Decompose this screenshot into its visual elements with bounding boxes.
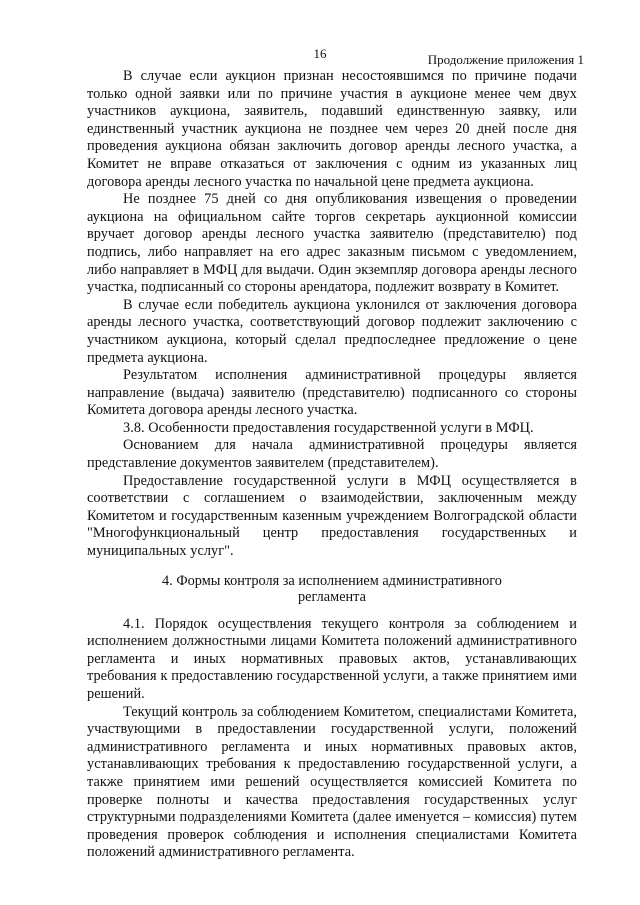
running-title: Продолжение приложения 1 bbox=[427, 52, 584, 67]
paragraph-winner-evaded: В случае если победитель аукциона уклонился от заключения договора аренды лесного участка, соответствующий договор подлежит заключению с участником аукциона, который сделал предпоследнее предложение о цене предмета аукциона. bbox=[87, 296, 577, 366]
paragraph-contract-delivery: Не позднее 75 дней со дня опубликования извещения о проведении аукциона на официальном сайте торгов секретарь аукционной комиссии вручает договор аренды лесного участка заявителю (представителю) под подпись, либо направляет на его адрес заказным письмом с уведомлением, либо направляет в МФЦ для выдачи. Один экземпляр договора аренды лесного участка, подписанный со стороны арендатора, подлежит возврату в Комитет. bbox=[87, 191, 577, 296]
paragraph-mfc-features-heading: 3.8. Особенности предоставления государственной услуги в МФЦ. bbox=[123, 419, 534, 436]
paragraph-mfc-agreement: Предоставление государственной услуги в МФЦ осуществляется в соответствии с соглашением о взаимодействии, заключенным между Комитетом и государственным казенным учреждением Волгоградской области "Многофункциональный центр предоставления государственных и муниципальных услуг". bbox=[87, 472, 577, 560]
paragraph-procedure-basis: Основанием для начала административной процедуры является представление документов заявителем (представителем). bbox=[87, 437, 577, 472]
body-text bbox=[87, 68, 577, 862]
section-heading-line-1: 4. Формы контроля за исполнением административного bbox=[162, 572, 502, 589]
section-heading bbox=[87, 573, 577, 605]
paragraph-current-control-order: 4.1. Порядок осуществления текущего контроля за соблюдением и исполнением должностными лицами Комитета положений административного регламента и иных нормативных правовых актов, устанавливающих требования к предоставлению государственной услуги, а также принятием ими решений. bbox=[87, 615, 577, 702]
paragraph-auction-failed: В случае если аукцион признан несостоявшимся по причине подачи только одной заявки или по причине участия в аукционе менее чем двух участников аукциона, заявитель, подавший единственную заявку, или единственный участник аукциона не позднее чем через 20 дней после дня проведения аукциона обязан заключить договор аренды лесного участка, а Комитет не вправе отказаться от заключения с одним из указанных лиц договора аренды лесного участка по начальной цене предмета аукциона. bbox=[87, 68, 577, 190]
paragraph-current-control-commission: Текущий контроль за соблюдением Комитетом, специалистами Комитета, участвующими в предоставлении государственной услуги, положений административного регламента и иных нормативных правовых актов, устанавливающих требования к предоставлению государственной услуги, а также принятием ими решений осуществляется комиссией Комитета по проверке полноты и качества предоставления государственных услуг структурными подразделениями Комитета (далее именуется – комиссия) путем проведения проверок соблюдения и исполнения специалистами Комитета положений административного регламента. bbox=[87, 703, 577, 861]
paragraph-procedure-result: Результатом исполнения административной процедуры является направление (выдача) заявителю (представителю) подписанного со стороны Комитета договора аренды лесного участка. bbox=[87, 367, 577, 419]
section-heading-line-2: регламента bbox=[298, 588, 366, 605]
page-number: 16 bbox=[313, 46, 327, 61]
